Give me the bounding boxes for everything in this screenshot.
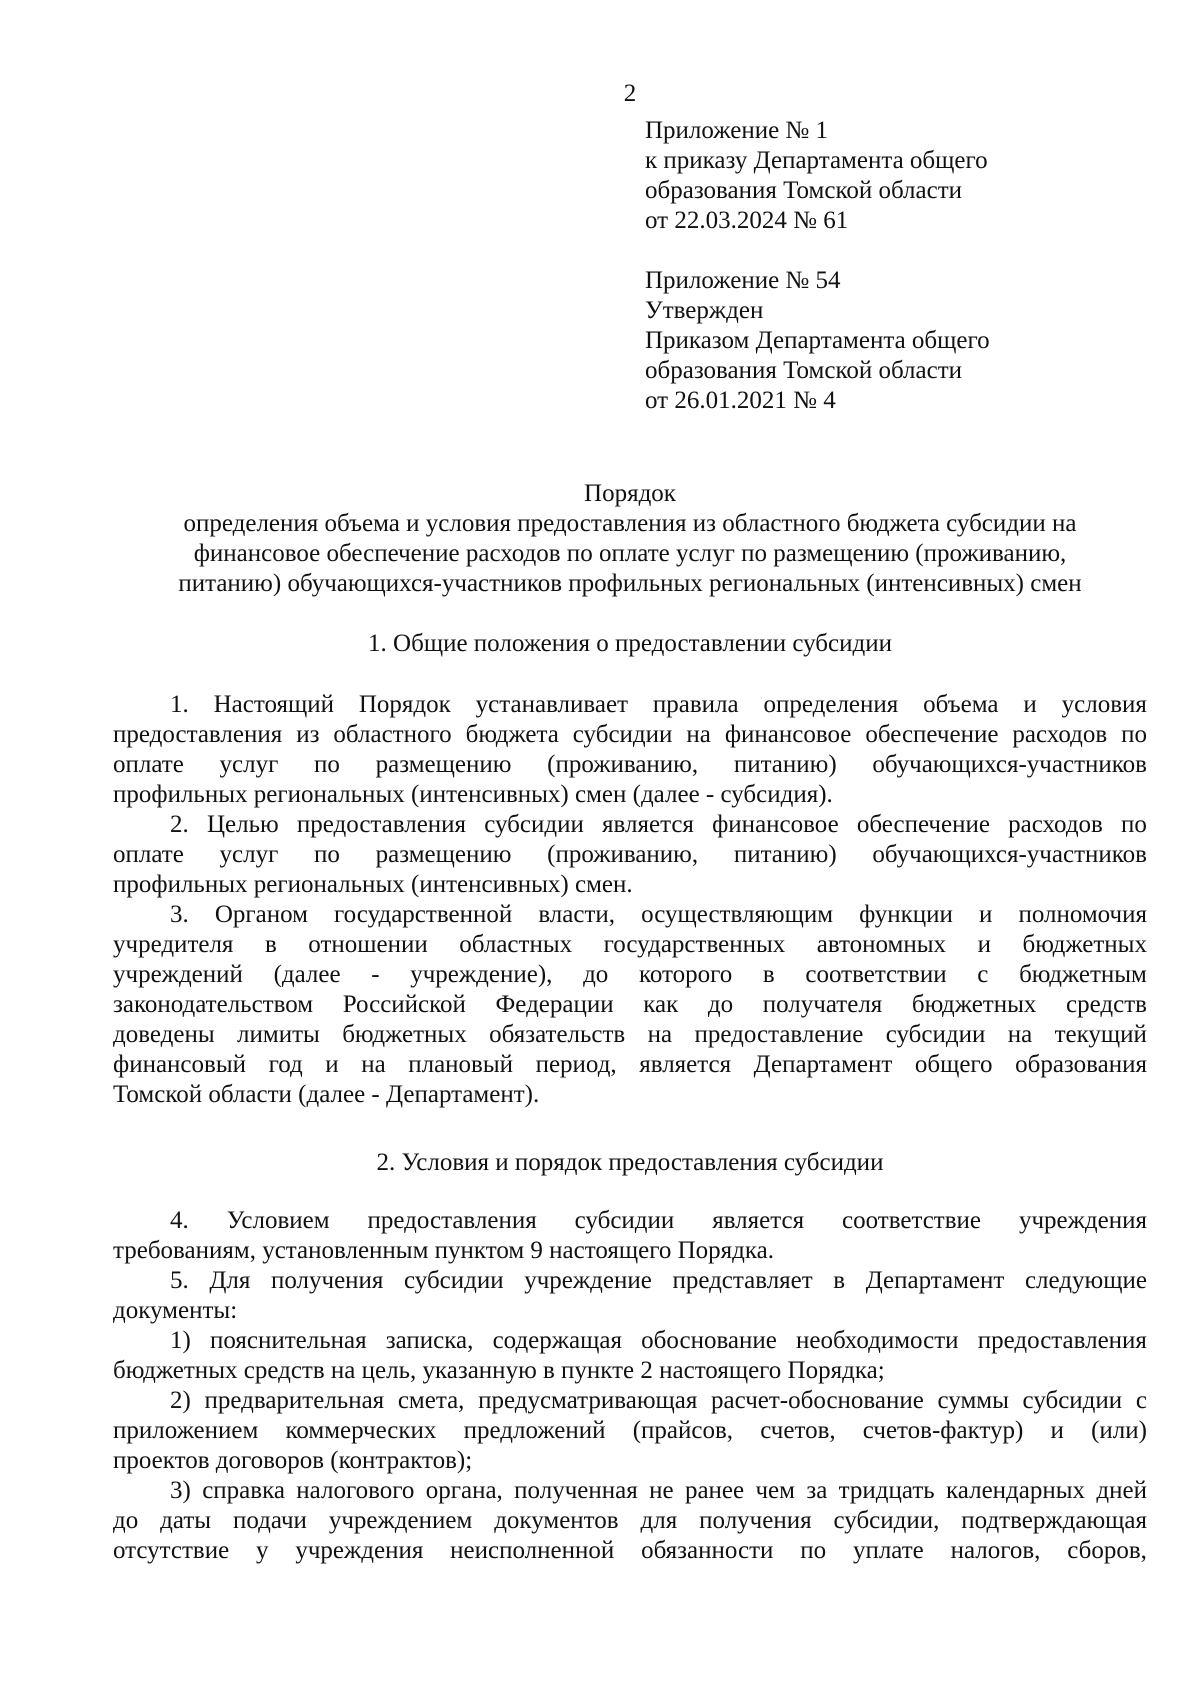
paragraph-line: бюджетных средств на цель, указанную в пункте 2 настоящего Порядка; bbox=[113, 1357, 885, 1384]
paragraph-line: финансовый год и на плановый период, является Департамент общего образования bbox=[113, 1051, 1147, 1078]
section-2-body bbox=[113, 1206, 1147, 1566]
paragraph bbox=[113, 810, 1147, 900]
paragraph-line: учреждений (далее - учреждение), до которого в соответствии с бюджетным bbox=[113, 961, 1147, 988]
title-line: финансовое обеспечение расходов по оплате услуг по размещению (проживанию, bbox=[193, 540, 1067, 567]
paragraph-line: документы: bbox=[113, 1297, 238, 1324]
paragraph bbox=[113, 1266, 1147, 1326]
paragraph bbox=[113, 690, 1147, 810]
paragraph-line: до даты подачи учреждением документов для получения субсидии, подтверждающая bbox=[113, 1507, 1147, 1534]
paragraph-line: отсутствие у учреждения неисполненной обязанности по уплате налогов, сборов, bbox=[113, 1537, 1147, 1564]
paragraph-line: законодательством Российской Федерации как до получателя бюджетных средств bbox=[113, 991, 1147, 1018]
paragraph bbox=[113, 1206, 1147, 1266]
section-2-heading: 2. Условия и порядок предоставления субсидии bbox=[376, 1149, 884, 1176]
paragraph-line: приложением коммерческих предложений (прайсов, счетов, счетов-фактур) и (или) bbox=[113, 1417, 1147, 1444]
paragraph-line: оплате услуг по размещению (проживанию, питанию) обучающихся-участников bbox=[113, 841, 1147, 868]
paragraph-line: учредителя в отношении областных государственных автономных и бюджетных bbox=[113, 931, 1147, 958]
appendix-2-line: от 26.01.2021 № 4 bbox=[645, 387, 836, 414]
paragraph bbox=[113, 900, 1147, 1110]
appendix-1-header bbox=[645, 116, 1165, 236]
paragraph bbox=[113, 1326, 1147, 1386]
page-number: 2 bbox=[623, 80, 637, 107]
paragraph-line: 1. Настоящий Порядок устанавливает правила определения объема и условия bbox=[170, 691, 1147, 718]
paragraph-line: требованиям, установленным пунктом 9 настоящего Порядка. bbox=[113, 1237, 774, 1264]
paragraph-line: предоставления из областного бюджета субсидии на финансовое обеспечение расходов по bbox=[113, 721, 1147, 748]
appendix-1-line: Приложение № 1 bbox=[645, 117, 829, 144]
paragraph-line: проектов договоров (контрактов); bbox=[113, 1447, 473, 1474]
section-1-heading: 1. Общие положения о предоставлении субсидии bbox=[368, 630, 892, 657]
appendix-2-line: образования Томской области bbox=[645, 357, 963, 384]
paragraph-line: 1) пояснительная записка, содержащая обоснование необходимости предоставления bbox=[170, 1327, 1147, 1354]
title-line: определения объема и условия предоставления из областного бюджета субсидии на bbox=[183, 510, 1077, 537]
title-heading: Порядок bbox=[584, 480, 676, 507]
paragraph-line: оплате услуг по размещению (проживанию, питанию) обучающихся-участников bbox=[113, 751, 1147, 778]
section-1-body bbox=[113, 690, 1147, 1110]
paragraph-line: 4. Условием предоставления субсидии является соответствие учреждения bbox=[170, 1207, 1147, 1234]
paragraph-line: 2. Целью предоставления субсидии является финансовое обеспечение расходов по bbox=[170, 811, 1147, 838]
document-title bbox=[113, 479, 1147, 599]
paragraph-line: доведены лимиты бюджетных обязательств на предоставление субсидии на текущий bbox=[113, 1021, 1147, 1048]
paragraph bbox=[113, 1386, 1147, 1476]
paragraph-line: профильных региональных (интенсивных) смен (далее - субсидия). bbox=[113, 781, 833, 808]
appendix-1-line: к приказу Департамента общего bbox=[645, 147, 988, 174]
appendix-1-line: образования Томской области bbox=[645, 177, 963, 204]
paragraph-line: 3. Органом государственной власти, осуществляющим функции и полномочия bbox=[170, 901, 1147, 928]
appendix-54-header bbox=[645, 266, 1165, 416]
appendix-2-line: Приказом Департамента общего bbox=[645, 327, 990, 354]
paragraph-line: 2) предварительная смета, предусматривающая расчет-обоснование суммы субсидии с bbox=[170, 1387, 1147, 1414]
paragraph-line: 3) справка налогового органа, полученная не ранее чем за тридцать календарных дней bbox=[170, 1477, 1147, 1504]
title-line: питанию) обучающихся-участников профильных региональных (интенсивных) смен bbox=[178, 570, 1082, 597]
appendix-2-line: Приложение № 54 bbox=[645, 267, 841, 294]
paragraph-line: 5. Для получения субсидии учреждение представляет в Департамент следующие bbox=[170, 1267, 1147, 1294]
paragraph bbox=[113, 1476, 1147, 1566]
paragraph-line: Томской области (далее - Департамент). bbox=[113, 1081, 540, 1108]
paragraph-line: профильных региональных (интенсивных) смен. bbox=[113, 871, 633, 898]
appendix-2-line: Утвержден bbox=[645, 297, 764, 324]
appendix-1-line: от 22.03.2024 № 61 bbox=[645, 207, 849, 234]
